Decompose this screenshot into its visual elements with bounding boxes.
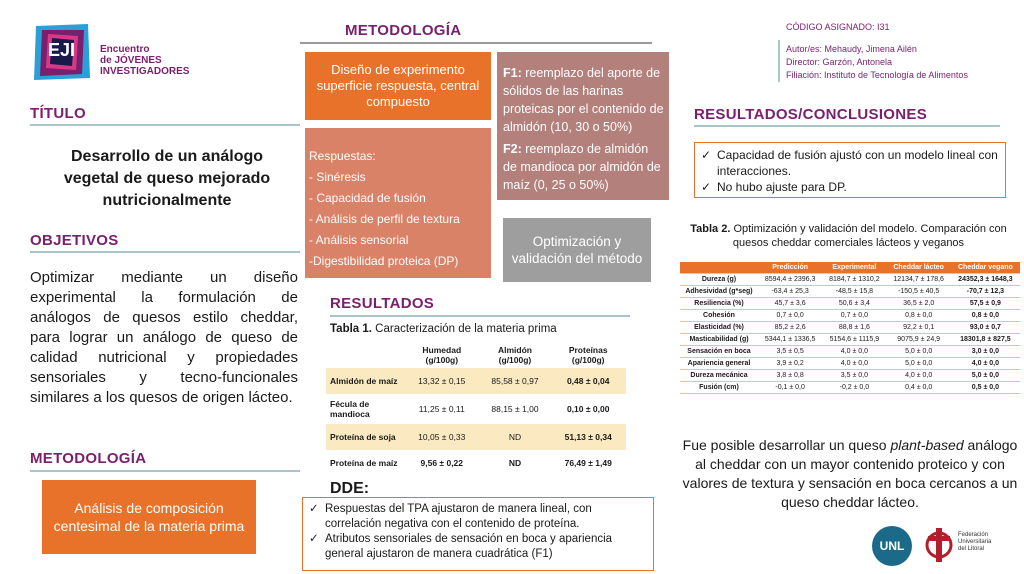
check-icon: ✓: [309, 533, 319, 545]
design-box-text: Diseño de experimento superficie respuesta, central compuesto: [316, 62, 480, 109]
table-row: [326, 394, 626, 424]
table2-cell: Masticabilidad (g): [680, 334, 758, 346]
conclusiones-heading: RESULTADOS/CONCLUSIONES: [694, 106, 928, 123]
table2-cell: 5154,6 ± 1115,9: [822, 334, 886, 346]
table2-cell: 0,5 ± 0,0: [951, 382, 1020, 394]
eji-logo-letters: EJI: [48, 40, 76, 60]
table1-cell: 76,49 ± 1,49: [564, 458, 612, 468]
table1-caption-text: Caracterización de la materia prima: [371, 323, 557, 335]
table2-cell: 57,5 ± 0,9: [951, 298, 1020, 310]
conclusion-item: [701, 179, 999, 195]
composition-box: [42, 480, 256, 554]
response-item: - Sinéresis: [309, 170, 366, 184]
table2-header: Cheddar vegano: [951, 262, 1020, 274]
table2-header: [680, 262, 758, 274]
optimization-box-text: Optimización y validación del método: [511, 234, 643, 266]
poster-title: Desarrollo de un análogo vegetal de queso mejorado nutricionalmente: [63, 148, 271, 209]
table1-header: Humedad (g/100g): [422, 345, 462, 365]
unl-logo: [872, 526, 912, 566]
factor-f2-text: reemplazo de almidón de mandioca por almidón de maíz (0, 25 o 50%): [503, 142, 661, 192]
final-text-1: Fue posible desarrollar un queso: [682, 437, 891, 453]
table2-cell: 0,8 ± 0,0: [951, 310, 1020, 322]
table2-cell: 92,2 ± 0,1: [887, 322, 951, 334]
table2-cell: 4,0 ± 0,0: [822, 346, 886, 358]
unl-logo-text: UNL: [879, 539, 905, 553]
final-conclusion: [680, 436, 1020, 512]
table2-cell: 45,7 ± 3,6: [758, 298, 822, 310]
conclusion-item: [701, 147, 999, 179]
table2-cell: 3,5 ± 0,5: [758, 346, 822, 358]
optimization-box: [503, 218, 651, 282]
table1-caption: [330, 323, 557, 335]
responses-title: Respuestas:: [309, 149, 376, 163]
check-icon: ✓: [701, 148, 712, 162]
federacion-line-2: Universitaria: [958, 539, 992, 545]
table2-header-row: [680, 262, 1020, 274]
table-row: [326, 450, 626, 476]
table1-cell: Proteína de maíz: [330, 458, 398, 468]
table1-cell: ND: [508, 458, 522, 468]
table2-caption: [676, 222, 1021, 250]
table2-cell: -70,7 ± 12,3: [951, 286, 1020, 298]
table1-cell: Fécula de mandioca: [330, 399, 370, 419]
dde-item-text: Atributos sensoriales de sensación en boca y apariencia general ajustaron de manera cuadrática (F1): [325, 533, 613, 560]
response-item: - Capacidad de fusión: [309, 191, 426, 205]
table2-cell: 3,9 ± 0,2: [758, 358, 822, 370]
table1: [326, 342, 626, 476]
metodologia-top-heading: METODOLOGÍA: [345, 22, 462, 39]
table2-cell: -63,4 ± 25,3: [758, 286, 822, 298]
table2-cell: -150,5 ± 40,5: [887, 286, 951, 298]
table1-cell: 9,56 ± 0,22: [420, 458, 464, 468]
table2-cell: Dureza (g): [680, 274, 758, 286]
table2-cell: 93,0 ± 0,7: [951, 322, 1020, 334]
logo-line-2: de JÓVENES: [100, 55, 162, 66]
dde-list: [309, 502, 647, 562]
federacion-logo-mark: [924, 522, 954, 568]
factors-box: [497, 52, 669, 200]
table1-cell: 13,32 ± 0,15: [404, 368, 480, 394]
metodologia-left-heading: METODOLOGÍA: [30, 450, 147, 467]
table2-cell: Apariencia general: [680, 358, 758, 370]
conclusion-item-text: Capacidad de fusión ajustó con un modelo lineal con interacciones.: [717, 148, 998, 178]
table-row: [680, 358, 1020, 370]
logo-line-1: Encuentro: [100, 44, 150, 55]
table2-cell: 50,6 ± 3,4: [822, 298, 886, 310]
table1-cell: ND: [480, 424, 551, 450]
metodologia-left-rule: [30, 470, 300, 472]
response-item: -Digestibilidad proteica (DP): [309, 254, 459, 268]
dde-item-text: Respuestas del TPA ajustaron de manera lineal, con correlación negativa con el contenido de proteína.: [325, 503, 592, 530]
objetivos-text: Optimizar mediante un diseño experimental la formulación de análogos de quesos estilo cheddar, para lograr un análogo de queso de calidad nutricional y propiedades sensoriales y tecno-funcionales similares a los quesos de origen lácteo.: [30, 269, 298, 406]
table2-header: Cheddar lácteo: [887, 262, 951, 274]
table1-header-row: [326, 342, 626, 368]
table2-cell: 4,0 ± 0,0: [951, 358, 1020, 370]
table2-header: Experimental: [822, 262, 886, 274]
resultados-rule: [330, 315, 630, 317]
titulo-rule: [30, 124, 300, 126]
metodologia-top-rule: [300, 42, 652, 44]
table2-cell: 4,0 ± 0,0: [822, 358, 886, 370]
table2-cell: 3,5 ± 0,0: [822, 370, 886, 382]
factor-f1-label: F1:: [503, 66, 522, 80]
table2-cell: 0,7 ± 0,0: [758, 310, 822, 322]
logo-line-3: INVESTIGADORES: [100, 66, 190, 77]
factor-f2-label: F2:: [503, 142, 522, 156]
conclusion-item-text: No hubo ajuste para DP.: [717, 180, 847, 194]
final-text-italic: plant-based: [890, 437, 964, 453]
table2-cell: 5,0 ± 0,0: [887, 346, 951, 358]
table2-cell: 36,5 ± 2,0: [887, 298, 951, 310]
table2-cell: 5,0 ± 0,0: [887, 358, 951, 370]
table2-cell: 0,7 ± 0,0: [822, 310, 886, 322]
table2-cell: Dureza mecánica: [680, 370, 758, 382]
table2-cell: Sensación en boca: [680, 346, 758, 358]
table2-cell: -0,2 ± 0,0: [822, 382, 886, 394]
dde-box: [302, 497, 654, 571]
table-row: [680, 322, 1020, 334]
resultados-heading: RESULTADOS: [330, 295, 435, 312]
table2-cell: 5344,1 ± 1336,5: [758, 334, 822, 346]
response-item: - Análisis de perfil de textura: [309, 212, 460, 226]
table-row: [680, 310, 1020, 322]
table1-cell: Proteína de soja: [326, 424, 404, 450]
factor-f1: [503, 64, 665, 136]
table2-caption-text: Optimización y validación del modelo. Comparación con quesos cheddar comerciales lácteos y veganos: [730, 223, 1007, 249]
table-row: [680, 370, 1020, 382]
table2-cell: Elasticidad (%): [680, 322, 758, 334]
table2-cell: 0,4 ± 0,0: [887, 382, 951, 394]
table-row: [680, 382, 1020, 394]
conclusiones-box: [694, 142, 1006, 198]
table2-cell: 0,8 ± 0,0: [887, 310, 951, 322]
table2-caption-bold: Tabla 2.: [690, 223, 731, 235]
check-icon: ✓: [701, 180, 712, 194]
conclusiones-rule: [694, 125, 1000, 127]
table1-cell: Almidón de maíz: [326, 368, 404, 394]
eji-logo: [30, 20, 210, 84]
table2-cell: Cohesión: [680, 310, 758, 322]
dde-item: [309, 502, 647, 532]
table-row: [680, 274, 1020, 286]
table2-cell: 8184,7 ± 1310,2: [822, 274, 886, 286]
table2-cell: 88,8 ± 1,6: [822, 322, 886, 334]
assigned-code: CÓDIGO ASIGNADO: I31: [786, 22, 890, 32]
table1-caption-bold: Tabla 1.: [330, 323, 372, 335]
table1-cell: 11,25 ± 0,11: [418, 404, 465, 414]
titulo-heading: TÍTULO: [30, 105, 86, 122]
affiliation: Filiación: Instituto de Tecnología de Alimentos: [786, 70, 968, 80]
table2-header: Predicción: [758, 262, 822, 274]
federacion-line-1: Federación: [958, 532, 989, 538]
table2-cell: 3,8 ± 0,8: [758, 370, 822, 382]
table2-body: [680, 274, 1020, 394]
table2: [680, 262, 1020, 394]
table1-cell: 85,58 ± 0,97: [480, 368, 551, 394]
table-row: [326, 424, 626, 450]
table2-cell: 8594,4 ± 2396,3: [758, 274, 822, 286]
header-divider: [778, 40, 780, 82]
table-row: [680, 346, 1020, 358]
dde-heading: DDE:: [330, 480, 370, 497]
table1-cell: 0,48 ± 0,04: [550, 368, 626, 394]
table2-cell: 18301,8 ± 827,5: [951, 334, 1020, 346]
conclusiones-list: [701, 147, 999, 195]
table2-cell: 5,0 ± 0,0: [951, 370, 1020, 382]
authors: Autor/es: Mehaudy, Jimena Ailén: [786, 44, 917, 54]
table2-cell: -0,1 ± 0,0: [758, 382, 822, 394]
table1-cell: 51,13 ± 0,34: [550, 424, 626, 450]
final-text-2: análogo al cheddar con un mayor contenido proteico y con valores de textura y sensación en boca cercanos a un queso cheddar lácteo.: [682, 437, 1018, 510]
table2-cell: 12134,7 ± 178,6: [887, 274, 951, 286]
author-info: [786, 43, 968, 82]
federacion-line-3: del Litoral: [958, 546, 985, 552]
dde-item: [309, 532, 647, 562]
federacion-logo: [924, 522, 1020, 568]
table-row: [680, 334, 1020, 346]
table2-cell: 3,0 ± 0,0: [951, 346, 1020, 358]
table2-cell: 4,0 ± 0,0: [887, 370, 951, 382]
table1-cell: 10,05 ± 0,33: [404, 424, 480, 450]
table2-cell: Fusión (cm): [680, 382, 758, 394]
check-icon: ✓: [309, 503, 319, 515]
table1-header: [326, 342, 404, 368]
factor-f1-text: reemplazo del aporte de sólidos de las harinas proteicas por el contenido de almidón (10, 30 o 50%): [503, 66, 664, 134]
table2-cell: Resiliencia (%): [680, 298, 758, 310]
table-row: [326, 368, 626, 394]
table-row: [680, 298, 1020, 310]
table2-cell: 24352,3 ± 1648,3: [951, 274, 1020, 286]
table2-cell: Adhesividad (g*seg): [680, 286, 758, 298]
table1-cell: 0,10 ± 0,00: [566, 404, 610, 414]
table1-header: Proteínas (g/100g): [568, 345, 608, 365]
table2-cell: 9075,9 ± 24,9: [887, 334, 951, 346]
table-row: [680, 286, 1020, 298]
factor-f2: [503, 140, 665, 194]
table2-cell: -48,5 ± 15,8: [822, 286, 886, 298]
table1-header: Almidón (g/100g): [497, 345, 532, 365]
composition-box-text: Análisis de composición centesimal de la materia prima: [53, 500, 245, 534]
table1-cell: 88,15 ± 1,00: [491, 404, 539, 414]
objetivos-heading: OBJETIVOS: [30, 232, 119, 249]
table2-cell: 85,2 ± 2,6: [758, 322, 822, 334]
design-box: [305, 52, 491, 120]
objetivos-rule: [30, 251, 300, 253]
eji-logo-mark: [30, 20, 94, 84]
responses-box: [305, 128, 491, 278]
director: Director: Garzón, Antonela: [786, 57, 893, 67]
response-item: - Análisis sensorial: [309, 233, 409, 247]
